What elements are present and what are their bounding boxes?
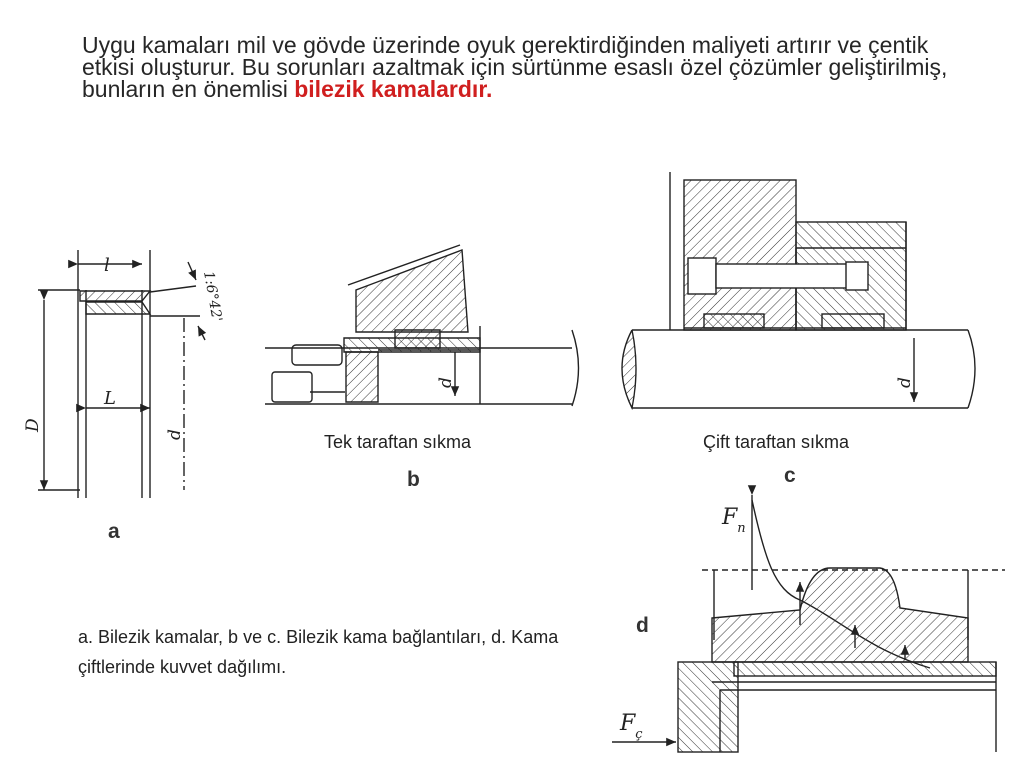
force-fc-label	[619, 711, 643, 742]
figure-d-label: d	[636, 614, 649, 637]
dim-d-label-c: d	[895, 377, 915, 388]
dim-l-label: l	[104, 255, 110, 276]
intro-highlight: bilezik kamalardır.	[294, 76, 493, 102]
dim-D-label: D	[23, 418, 43, 432]
dim-d-label-b: d	[436, 377, 456, 388]
figure-b-caption: Tek taraftan sıkma	[324, 432, 472, 452]
figure-c-label: c	[784, 464, 796, 487]
force-fn-main: F	[722, 505, 738, 530]
force-fc-main: F	[620, 711, 636, 736]
figure-a-label: a	[108, 520, 120, 543]
taper-label: 1:6°42'	[200, 269, 225, 324]
figure-d-drawing	[612, 495, 1005, 752]
force-fn-label	[721, 505, 746, 536]
force-fn-sub: n	[737, 521, 746, 536]
figure-description: a. Bilezik kamalar, b ve c. Bilezik kama bağlantıları, d. Kama çiftlerinde kuvvet dağılımı.	[78, 627, 559, 677]
intro-text: Uygu kamaları mil ve gövde üzerinde oyuk gerektirdiğinden maliyeti artırır ve çentik etkisi oluşturur. Bu sorunları azaltmak için sürtünme esaslı özel çözümler geliştirilmiş, bunların en önemlisi	[82, 32, 948, 102]
figure-c-caption: Çift taraftan sıkma	[703, 432, 850, 452]
figure-c-drawing	[622, 172, 975, 408]
figure-b-label: b	[407, 468, 420, 491]
force-fc-sub: ç	[635, 727, 643, 742]
figure-b-drawing	[265, 245, 579, 406]
figure-a-drawing	[38, 250, 205, 498]
dim-d-label-a: d	[165, 429, 185, 440]
dim-L-label: L	[104, 388, 116, 409]
